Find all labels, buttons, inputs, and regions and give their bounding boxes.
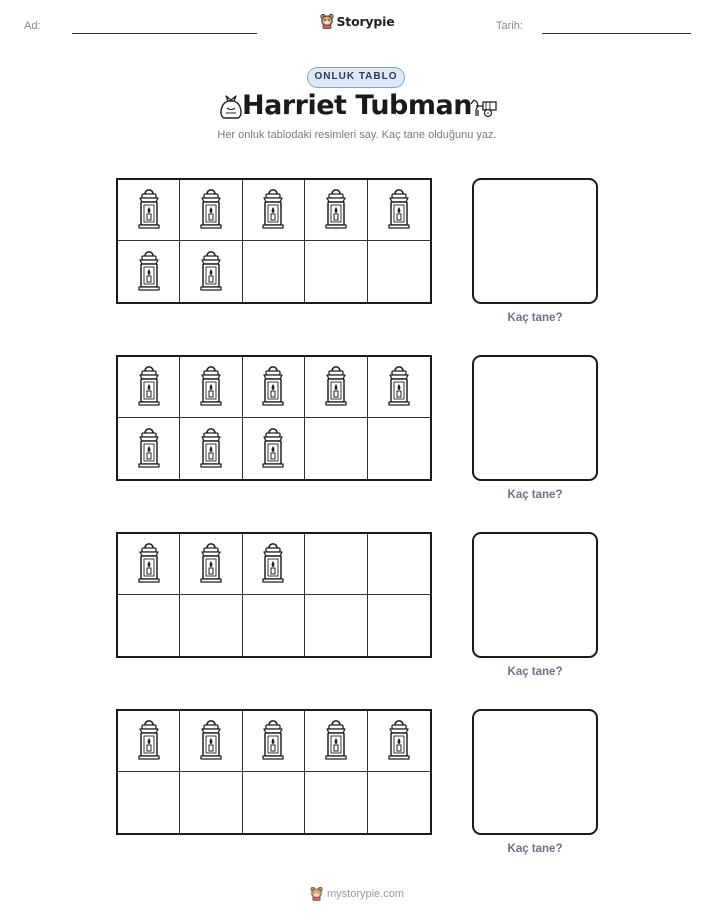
- ten-frame-cell: [368, 711, 430, 772]
- ten-frame-cell: [368, 241, 430, 302]
- lantern-icon: [260, 364, 286, 410]
- date-label: Tarih:: [496, 20, 523, 32]
- ten-frame: [116, 355, 432, 481]
- ten-frame-cell: [243, 180, 305, 241]
- ten-frame-cell: [368, 357, 430, 418]
- instructions: Her onluk tablodaki resimleri say. Kaç tane olduğunu yaz.: [217, 129, 497, 141]
- answer-box[interactable]: [472, 532, 598, 658]
- ten-frame-cell: [118, 241, 180, 302]
- lantern-icon: [260, 541, 286, 587]
- ten-frame: [116, 178, 432, 304]
- ten-frame-cell: [305, 772, 367, 833]
- ten-frame-cell: [305, 180, 367, 241]
- count-prompt: Kaç tane?: [507, 312, 563, 324]
- answer-box[interactable]: [472, 355, 598, 481]
- ten-frame-cell: [243, 595, 305, 656]
- ten-frame-cell: [305, 595, 367, 656]
- ten-frame-cell: [180, 711, 242, 772]
- ten-frame-cell: [180, 772, 242, 833]
- answer-box[interactable]: [472, 709, 598, 835]
- lantern-icon: [198, 364, 224, 410]
- lantern-icon: [386, 718, 412, 764]
- ten-frame-cell: [305, 357, 367, 418]
- ten-frame-cell: [305, 241, 367, 302]
- lantern-icon: [323, 718, 349, 764]
- footer: [0, 886, 714, 906]
- ten-frame-cell: [243, 418, 305, 479]
- ten-frame-cell: [368, 534, 430, 595]
- lantern-icon: [198, 187, 224, 233]
- lantern-icon: [260, 718, 286, 764]
- lantern-icon: [323, 187, 349, 233]
- name-label: Ad:: [24, 20, 41, 32]
- lantern-icon: [198, 541, 224, 587]
- ten-frame-cell: [118, 180, 180, 241]
- ten-frame-cell: [118, 711, 180, 772]
- ten-frame-cell: [180, 595, 242, 656]
- lantern-icon: [386, 364, 412, 410]
- lantern-icon: [260, 187, 286, 233]
- lantern-icon: [198, 249, 224, 295]
- lantern-icon: [136, 718, 162, 764]
- ten-frame-cell: [118, 534, 180, 595]
- count-prompt: Kaç tane?: [507, 489, 563, 501]
- storypie-footer-logo-icon: [310, 886, 323, 901]
- ten-frame-cell: [368, 595, 430, 656]
- ten-frame-cell: [305, 711, 367, 772]
- ten-frame-cell: [118, 357, 180, 418]
- lantern-icon: [198, 426, 224, 472]
- brand-name: Storypie: [336, 13, 395, 29]
- ten-frame-cell: [305, 418, 367, 479]
- ten-frame-cell: [180, 241, 242, 302]
- page-title: Harriet Tubman: [242, 90, 472, 121]
- ten-frame-cell: [243, 772, 305, 833]
- lantern-icon: [136, 249, 162, 295]
- ten-frame-cell: [180, 180, 242, 241]
- ten-frame-cell: [243, 711, 305, 772]
- ten-frame-cell: [243, 241, 305, 302]
- brand: [0, 13, 714, 34]
- lantern-icon: [136, 426, 162, 472]
- count-prompt: Kaç tane?: [507, 843, 563, 855]
- ten-frame-cell: [368, 180, 430, 241]
- ten-frame-cell: [368, 418, 430, 479]
- lantern-icon: [136, 364, 162, 410]
- lantern-icon: [260, 426, 286, 472]
- ten-frame-cell: [243, 534, 305, 595]
- ten-frame-cell: [118, 418, 180, 479]
- lantern-icon: [323, 364, 349, 410]
- ten-frame-cell: [180, 357, 242, 418]
- lantern-icon: [136, 187, 162, 233]
- ten-frame-cell: [305, 534, 367, 595]
- lantern-icon: [198, 718, 224, 764]
- ten-frame-cell: [180, 534, 242, 595]
- storypie-logo-icon: [320, 13, 334, 29]
- footer-url: mystorypie.com: [326, 887, 405, 900]
- lantern-icon: [386, 187, 412, 233]
- answer-box[interactable]: [472, 178, 598, 304]
- ten-frame-cell: [180, 418, 242, 479]
- count-prompt: Kaç tane?: [507, 666, 563, 678]
- ten-frame: [116, 532, 432, 658]
- ten-frame-cell: [368, 772, 430, 833]
- lantern-icon: [136, 541, 162, 587]
- ten-frame-cell: [243, 357, 305, 418]
- worksheet-type-badge: ONLUK TABLO: [307, 67, 405, 88]
- horse-cart-icon: [469, 96, 499, 118]
- ten-frame: [116, 709, 432, 835]
- date-line[interactable]: [542, 33, 691, 34]
- ten-frame-cell: [118, 772, 180, 833]
- ten-frame-cell: [118, 595, 180, 656]
